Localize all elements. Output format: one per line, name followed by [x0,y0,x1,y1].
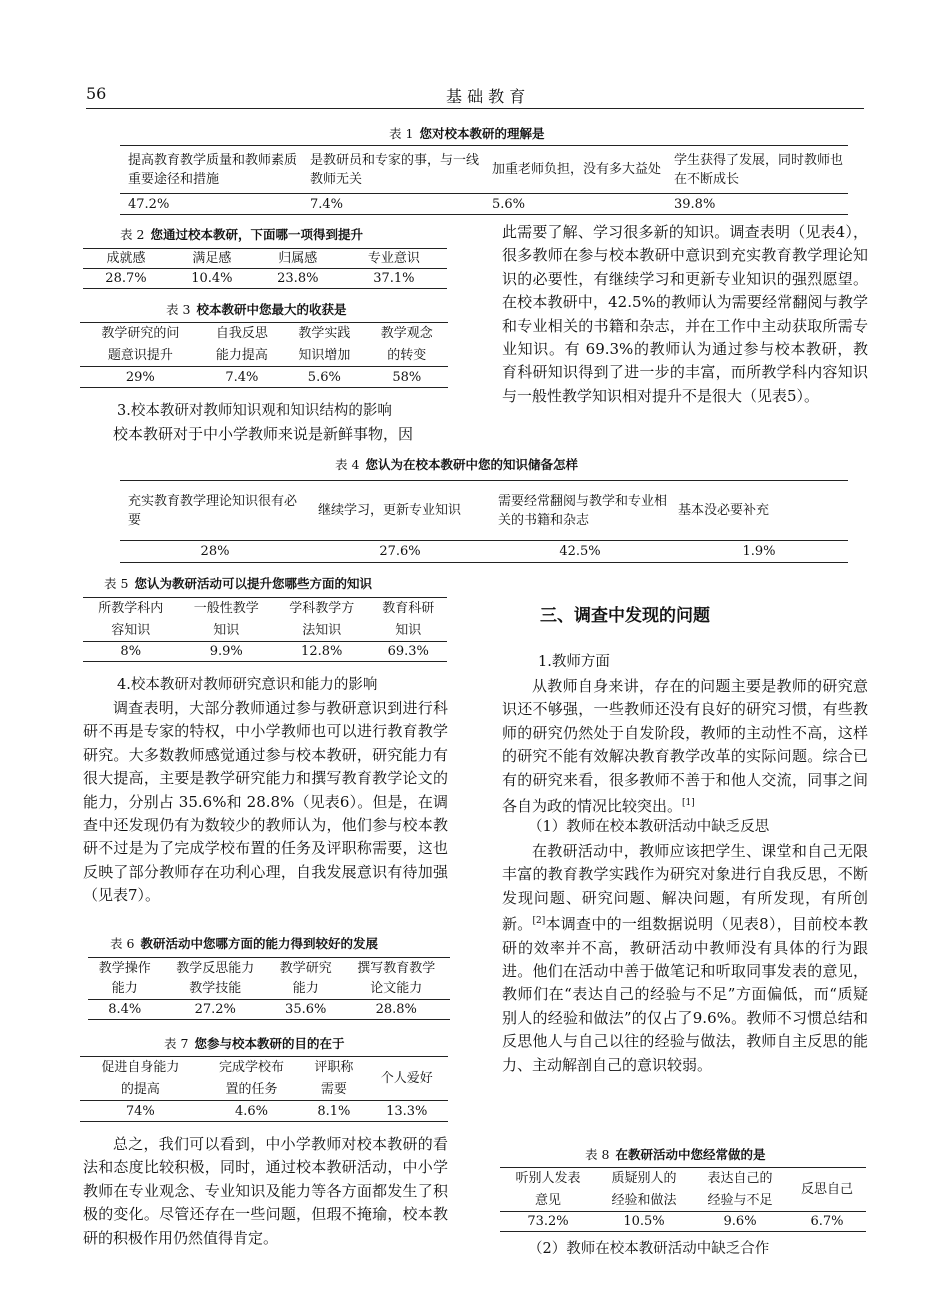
table4-option: 基本没必要补充 [670,481,848,541]
table6-option: 撰写教育教学 [342,958,450,979]
table7-value: 8.1% [302,1101,365,1122]
table7-value: 74% [80,1101,201,1122]
table6-option: 能力 [292,981,319,997]
table1-value: 39.8% [666,194,848,215]
table4-option: 需要经常翻阅与教学和专业相关的书籍和杂志 [490,481,670,541]
table5-option: 知识 [213,622,240,638]
table6-value: 8.4% [88,1000,161,1020]
table3-value: 29% [80,367,201,388]
table5 [83,597,447,662]
table5-option: 所教学科内 [83,598,178,620]
table3-value: 58% [366,367,448,388]
left-paragraph-3: 校本教研对于中小学教师来说是新鲜事物，因 [113,425,414,443]
table5-value: 69.3% [369,642,447,662]
table3-option: 能力提高 [215,347,268,363]
table6-caption: 表 6 教研活动中您哪方面的能力得到较好的发展 [110,936,378,951]
table7-option: 置的任务 [225,1081,278,1097]
table5-option: 知识 [395,622,422,638]
table8 [500,1167,866,1232]
table2-option: 成就感 [83,249,169,269]
table6-value: 35.6% [269,1000,342,1020]
table8-caption: 表 8 在教研活动中您经常做的是 [585,1147,766,1162]
left-paragraph-4: 调查表明，大部分教师通过参与教研意识到进行科研不再是专家的特权，中小学教师也可以进行教育教学研究。大多数教师感觉通过参与校本教研，研究能力有很大提高，主要是教学研究能力和撰写教育教学论文的能力，分别占 35.6%和 28.8%（见表6）。但是，在调查中还发现仍有为数较少的教师认为，他们参与校本教研不过是为了完成学校布置的任务及评职称需要，这也反映了部分教师存在功利心理，自我发展意识有待加强（见表7）。 [83,699,448,905]
table8-option: 经验与不足 [707,1192,773,1208]
table7-option: 需要 [320,1081,347,1097]
table4-value: 28% [120,541,310,563]
table1-caption: 表 1 您对校本教研的理解是 [389,126,545,141]
table4-option: 继续学习，更新专业知识 [310,481,490,541]
table3-option: 的转变 [387,347,427,363]
table8-option: 质疑别人的 [596,1168,692,1190]
page-number: 56 [86,84,107,103]
table1-value: 7.4% [302,194,484,215]
table4-value: 27.6% [310,541,490,563]
table4-value: 1.9% [670,541,848,563]
table6-option: 论文能力 [370,981,423,997]
table8-option: 表达自己的 [692,1168,788,1190]
table4 [120,480,848,563]
table7 [80,1056,448,1122]
table8-option: 反思自己 [788,1168,866,1212]
table3-value: 5.6% [283,367,365,388]
table6-value: 28.8% [342,1000,450,1020]
table5-option: 一般性教学 [178,598,273,620]
citation-1: [1] [682,798,695,809]
table3-option: 知识增加 [298,347,351,363]
table6-option: 教学反思能力 [161,958,269,979]
table2-option: 满足感 [169,249,255,269]
table3 [80,322,448,388]
table7-option: 个人爱好 [366,1057,448,1101]
table1-option: 提高教育教学质量和教师素质重要途径和措施 [120,146,302,194]
section-heading-3: 三、调查中发现的问题 [540,606,710,626]
citation-2: [2] [532,916,546,927]
table6-option: 教学操作 [88,958,161,979]
table8-value: 6.7% [788,1212,866,1232]
table5-value: 9.9% [178,642,273,662]
table3-option: 自我反思 [201,323,283,345]
table6-value: 27.2% [161,1000,269,1020]
table2-value: 28.7% [83,269,169,289]
table2-option: 归属感 [255,249,341,269]
table6-option: 能力 [111,981,138,997]
right-paragraph-2: 从教师自身来讲，存在的问题主要是教师的研究意识还不够强，一些教师还没有良好的研究习惯，有些教师的研究仍然处于自发阶段，教师的主动性不高，这样的研究不能有效解决教育教学改革的实际问题。综合已有的研究来看，很多教师不善于和他人交流，同事之间各自为政的情况比较突出。[1] [502,677,868,816]
table6-option: 教学技能 [189,981,242,997]
table2 [83,248,447,289]
right-subheading-1: 1.教师方面 [538,654,610,670]
table6-option: 教学研究 [269,958,342,979]
table7-value: 13.3% [366,1101,448,1122]
right-paragraph-3: 在教研活动中，教师应该把学生、课堂和自己无限丰富的教育教学实践作为研究对象进行自我反思，不断发现问题、研究问题、解决问题，有所发现，有所创新。[2]本调查中的一组数据说明（见表8），目前校本教研的效率并不高，教研活动中教师没有具体的行为跟进。他们在活动中善于做笔记和听取同事发表的意见，教师们在“表达自己的经验与不足”方面偏低，而“质疑别人的经验和做法”的仅占了9.6%。教师不习惯总结和反思他人与自己以往的经验与做法，教师自主反思的能力、主动解剖自己的意识较弱。 [502,842,868,1074]
table7-caption: 表 7 您参与校本教研的目的在于 [164,1036,345,1051]
table1 [120,145,848,215]
table5-value: 8% [83,642,178,662]
right-subheading-2: （1）教师在校本教研活动中缺乏反思 [528,819,770,835]
table7-option: 评职称 [302,1057,365,1079]
table1-option: 学生获得了发展，同时教师也在不断成长 [666,146,848,194]
table5-option: 容知识 [111,622,151,638]
table1-option: 加重老师负担，没有多大益处 [484,146,666,194]
table2-value: 23.8% [255,269,341,289]
left-paragraph-5: 总之，我们可以看到，中小学教师对校本教研的看法和态度比较积极，同时，通过校本教研活动，中小学教师在专业观念、专业知识及能力等各方面都发生了积极的变化。尽管还存在一些问题，但瑕不掩瑜，校本教研的积极作用仍然值得肯定。 [83,1135,448,1247]
table5-value: 12.8% [274,642,369,662]
table7-value: 4.6% [201,1101,303,1122]
right-paragraph-1: 此需要了解、学习很多新的知识。调查表明（见表4），很多教师在参与校本教研中意识到充实教育教学理论知识的必要性，有继续学习和更新专业知识的强烈愿望。在校本教研中，42.5%的教师认为需要经常翻阅与教学和专业相关的书籍和杂志，并在工作中主动获取所需专业知识。有 69.3%的教师认为通过参与校本教研，教育科研知识得到了进一步的丰富，而所教学科内容知识与一般性教学知识相对提升不是很大（见表5）。 [502,223,868,405]
table3-caption: 表 3 校本教研中您最大的收获是 [166,302,347,317]
table7-option: 促进自身能力 [80,1057,201,1079]
table1-option: 是教研员和专家的事，与一线教师无关 [302,146,484,194]
table4-value: 42.5% [490,541,670,563]
table2-value: 37.1% [341,269,447,289]
table7-option: 完成学校布 [201,1057,303,1079]
table5-option: 教育科研 [369,598,447,620]
table6 [88,957,450,1020]
table3-option: 教学观念 [366,323,448,345]
table8-option: 听别人发表 [500,1168,596,1190]
table4-caption: 表 4 您认为在校本教研中您的知识储备怎样 [335,457,578,472]
table2-value: 10.4% [169,269,255,289]
table8-value: 10.5% [596,1212,692,1232]
table4-option: 充实教育教学理论知识很有必要 [120,481,310,541]
subheading-4: 4.校本教研对教师研究意识和能力的影响 [117,677,378,693]
journal-title: 基 础 教 育 [446,87,526,106]
table3-option: 题意识提升 [107,347,173,363]
header-rule [86,108,864,109]
right-subheading-3: （2）教师在校本教研活动中缺乏合作 [528,1241,770,1257]
table2-caption: 表 2 您通过校本教研，下面哪一项得到提升 [120,227,363,242]
subheading-3: 3.校本教研对教师知识观和知识结构的影响 [117,403,392,419]
table5-option: 学科教学方 [274,598,369,620]
table3-option: 教学研究的问 [80,323,201,345]
table3-value: 7.4% [201,367,283,388]
table8-option: 意见 [535,1192,562,1208]
table7-option: 的提高 [120,1081,160,1097]
table8-value: 73.2% [500,1212,596,1232]
table5-option: 法知识 [302,622,342,638]
table1-value: 5.6% [484,194,666,215]
table5-caption: 表 5 您认为教研活动可以提升您哪些方面的知识 [104,576,372,591]
table2-option: 专业意识 [341,249,447,269]
table3-option: 教学实践 [283,323,365,345]
table1-value: 47.2% [120,194,302,215]
table8-value: 9.6% [692,1212,788,1232]
table8-option: 经验和做法 [611,1192,677,1208]
